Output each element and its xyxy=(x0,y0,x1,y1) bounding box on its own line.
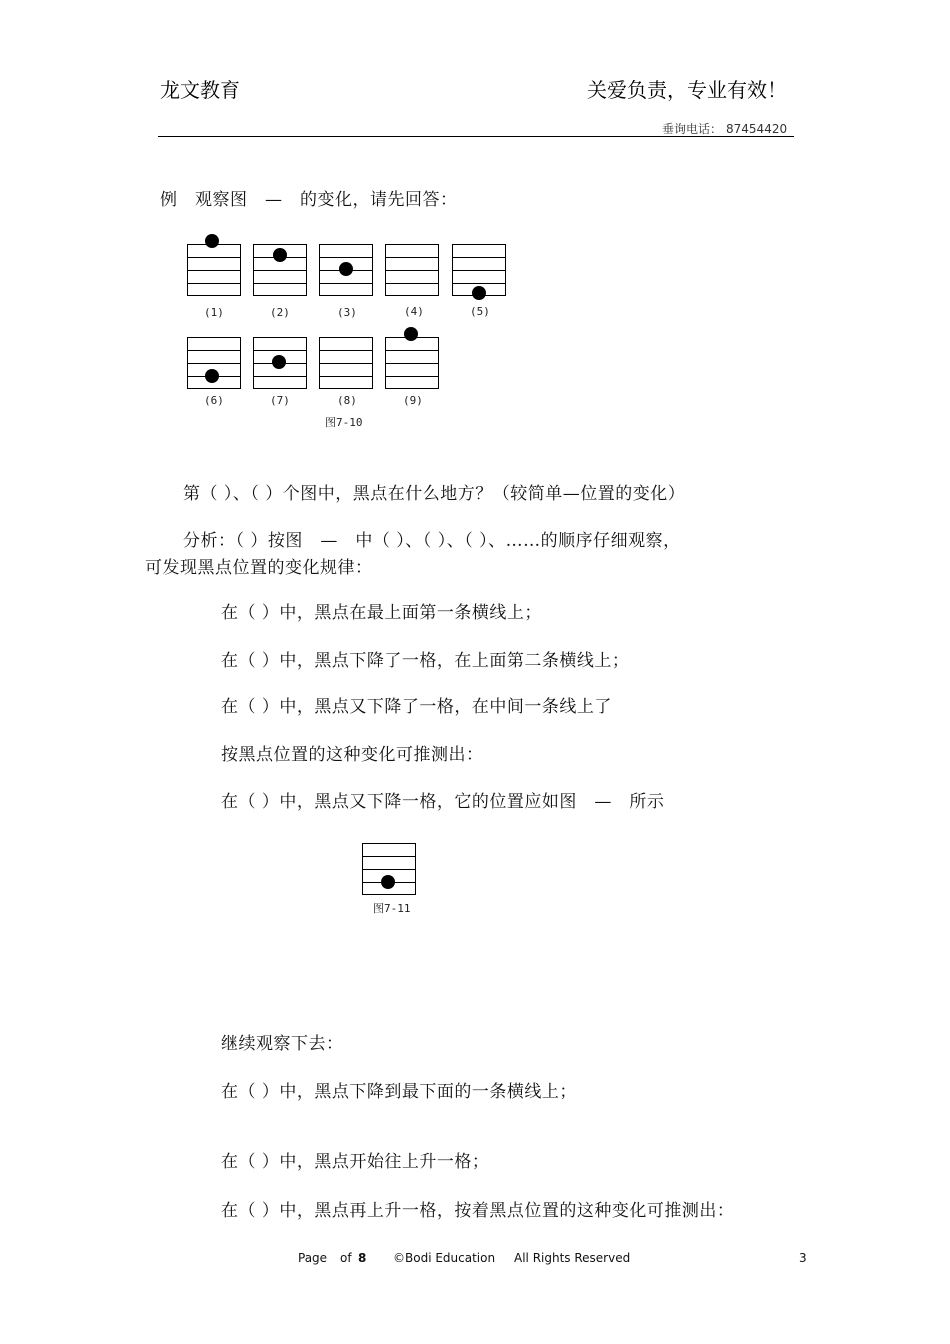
header-rule xyxy=(158,136,794,137)
grid-1 xyxy=(187,244,241,296)
dot-3 xyxy=(339,262,353,276)
footer-total-pages: 8 xyxy=(358,1251,367,1265)
phone-number: 87454420 xyxy=(726,122,788,136)
label-8: (8) xyxy=(337,394,357,407)
grid-4 xyxy=(385,244,439,296)
dot-2 xyxy=(273,248,287,262)
label-6: (6) xyxy=(204,394,224,407)
label-4: (4) xyxy=(404,305,424,318)
step-5: 在（ ）中，黑点又下降一格，它的位置应如图 — 所示 xyxy=(221,792,665,812)
continue-step-3: 在（ ）中，黑点再上升一格，按着黑点位置的这种变化可推测出： xyxy=(221,1201,735,1221)
dot-6 xyxy=(205,369,219,383)
phone-label: 垂询电话： xyxy=(662,122,723,136)
label-2: (2) xyxy=(270,306,290,319)
footer-copyright: ©Bodi Education xyxy=(393,1251,496,1265)
footer-of-word: of xyxy=(340,1251,352,1265)
label-1: (1) xyxy=(204,306,224,319)
label-5: (5) xyxy=(470,305,490,318)
intro-text: 例 观察图 — 的变化，请先回答： xyxy=(160,190,458,210)
footer-rights: All Rights Reserved xyxy=(514,1251,631,1265)
header-phone xyxy=(662,120,787,137)
grid-9 xyxy=(385,337,439,389)
header-slogan: 关爱负责，专业有效！ xyxy=(587,78,787,102)
figure-7-10-caption: 图7-10 xyxy=(325,416,363,429)
question-text: 第（ ）、（ ）个图中，黑点在什么地方？（较简单—位置的变化） xyxy=(183,484,686,504)
grid-8 xyxy=(319,337,373,389)
dot-5 xyxy=(472,286,486,300)
step-2: 在（ ）中，黑点下降了一格，在上面第二条横线上； xyxy=(221,651,630,671)
step-1: 在（ ）中，黑点在最上面第一条横线上； xyxy=(221,603,542,623)
continue-step-1: 在（ ）中，黑点下降到最下面的一条横线上； xyxy=(221,1082,577,1102)
footer-page-word: Page xyxy=(298,1251,328,1265)
continue-step-2: 在（ ）中，黑点开始往上升一格； xyxy=(221,1152,490,1172)
dot-9 xyxy=(404,327,418,341)
step-3: 在（ ）中，黑点又下降了一格，在中间一条线上了 xyxy=(221,697,612,717)
label-9: (9) xyxy=(403,394,423,407)
analysis-line-2: 可发现黑点位置的变化规律： xyxy=(145,558,373,578)
analysis-line-1: 分析：（ ）按图 — 中（ ）、（ ）、（ ）、……的顺序仔细观察， xyxy=(183,531,681,551)
label-3: (3) xyxy=(337,306,357,319)
step-4: 按黑点位置的这种变化可推测出： xyxy=(221,745,484,765)
dot-1 xyxy=(205,234,219,248)
label-7: (7) xyxy=(270,394,290,407)
footer-page-number: 3 xyxy=(799,1251,807,1265)
dot-7-11 xyxy=(381,875,395,889)
dot-7 xyxy=(272,355,286,369)
header-title: 龙文教育 xyxy=(160,78,240,102)
continue-intro: 继续观察下去： xyxy=(221,1034,344,1054)
figure-7-11-caption: 图7-11 xyxy=(373,902,411,915)
